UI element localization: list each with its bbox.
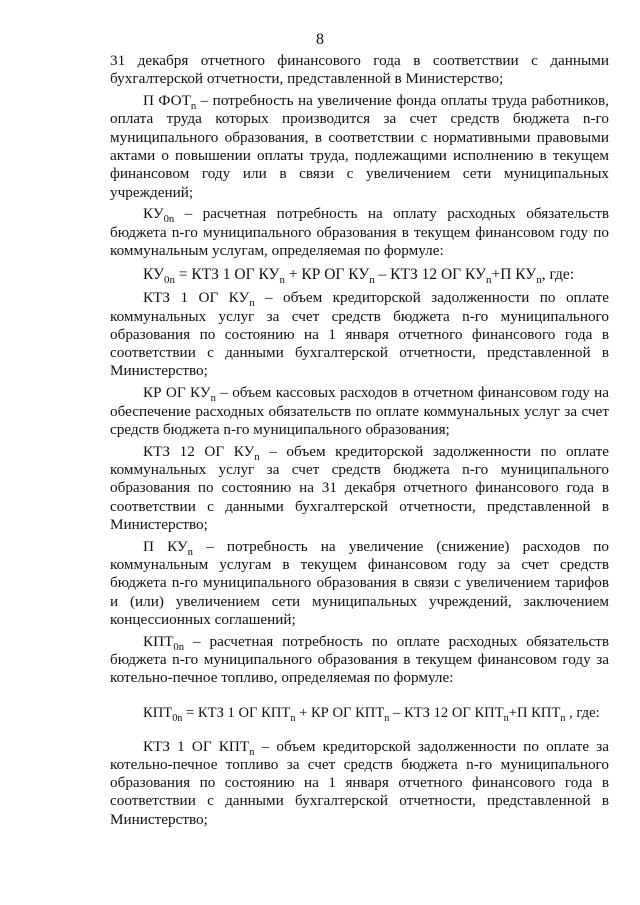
paragraph: КТЗ 1 ОГ $КПТ_n$ – объем кредиторской задолженности по оплате за котельно-печное топливо за счет средств бюджета n-го муниципального образования по состоянию на 1 января отчетного финансового года в соответствии с данными бухгалтерской отчетности, представленной в Министерство; xyxy=(110,737,609,828)
paragraph: КТЗ 12 ОГ $КУ_n$ – объем кредиторской задолженности по оплате коммунальных услуг за счет средств бюджета n-го муниципального образования по состоянию на 31 декабря отчетного финансового года в соответствии с данными бухгалтерской отчетности, представленной в Министерство; xyxy=(110,442,609,533)
paragraph: КТЗ 1 ОГ $КУ_n$ – объем кредиторской задолженности по оплате коммунальных услуг за счет средств бюджета n-го муниципального образования по состоянию на 1 января отчетного финансового года в соответствии с данными бухгалтерской отчетности, представленной в Министерство; xyxy=(110,289,609,380)
paragraph: КР ОГ $КУ_n$ – объем кассовых расходов в отчетном финансовом году на обеспечение расходных обязательств по оплате коммунальных услуг за счет средств бюджета n-го муниципального образования; xyxy=(110,384,610,438)
formula: $КПТ_{0n}$ = КТЗ 1 ОГ $КПТ_n$ + КР ОГ $КПТ_n$ – КТЗ 12 ОГ $КПТ_n+П$ $КПТ_n$ , где: xyxy=(143,704,600,724)
paragraph: $КПТ_{0n}$ – расчетная потребность по оплате расходных обязательств бюджета n-го муниципального образования в текущем финансовом году за котельно-печное топливо, определяемая по формуле: xyxy=(110,632,609,687)
paragraph: $КУ_{0n}$ – расчетная потребность на оплату расходных обязательств бюджета n-го муниципального образования в текущем финансовом году по коммунальным услугам, определяемая по формуле: xyxy=(110,205,609,259)
page-number: 8 xyxy=(316,31,324,48)
paragraph: 31 декабря отчетного финансового года в соответствии с данными бухгалтерской отчетности, представленной в Министерство; xyxy=(110,52,609,88)
paragraph: П $ФОТ_n$ – потребность на увеличение фонда оплаты труда работников, оплата труда которых производится за счет средств бюджета n-го муниципального образования, в соответствии с нормативными правовыми актами о повышении оплаты труда, подлежащими исполнению в текущем финансовом году или в связи с увеличением сети муниципальных учреждений; xyxy=(110,92,609,201)
formula: $КУ_{0n}$ = КТЗ 1 ОГ $КУ_n$ + КР ОГ $КУ_n$ – КТЗ 12 ОГ $КУ_n+П$ $КУ_n$, где: xyxy=(143,265,575,286)
document-body xyxy=(110,52,609,832)
paragraph: П $КУ_n$ – потребность на увеличение (снижение) расходов по коммунальным услугам в текущем финансовом году за счет средств бюджета n-го муниципального образования в связи с увеличением тарифов и (или) увеличением сети муниципальных учреждений, заключением концессионных соглашений; xyxy=(110,537,609,628)
